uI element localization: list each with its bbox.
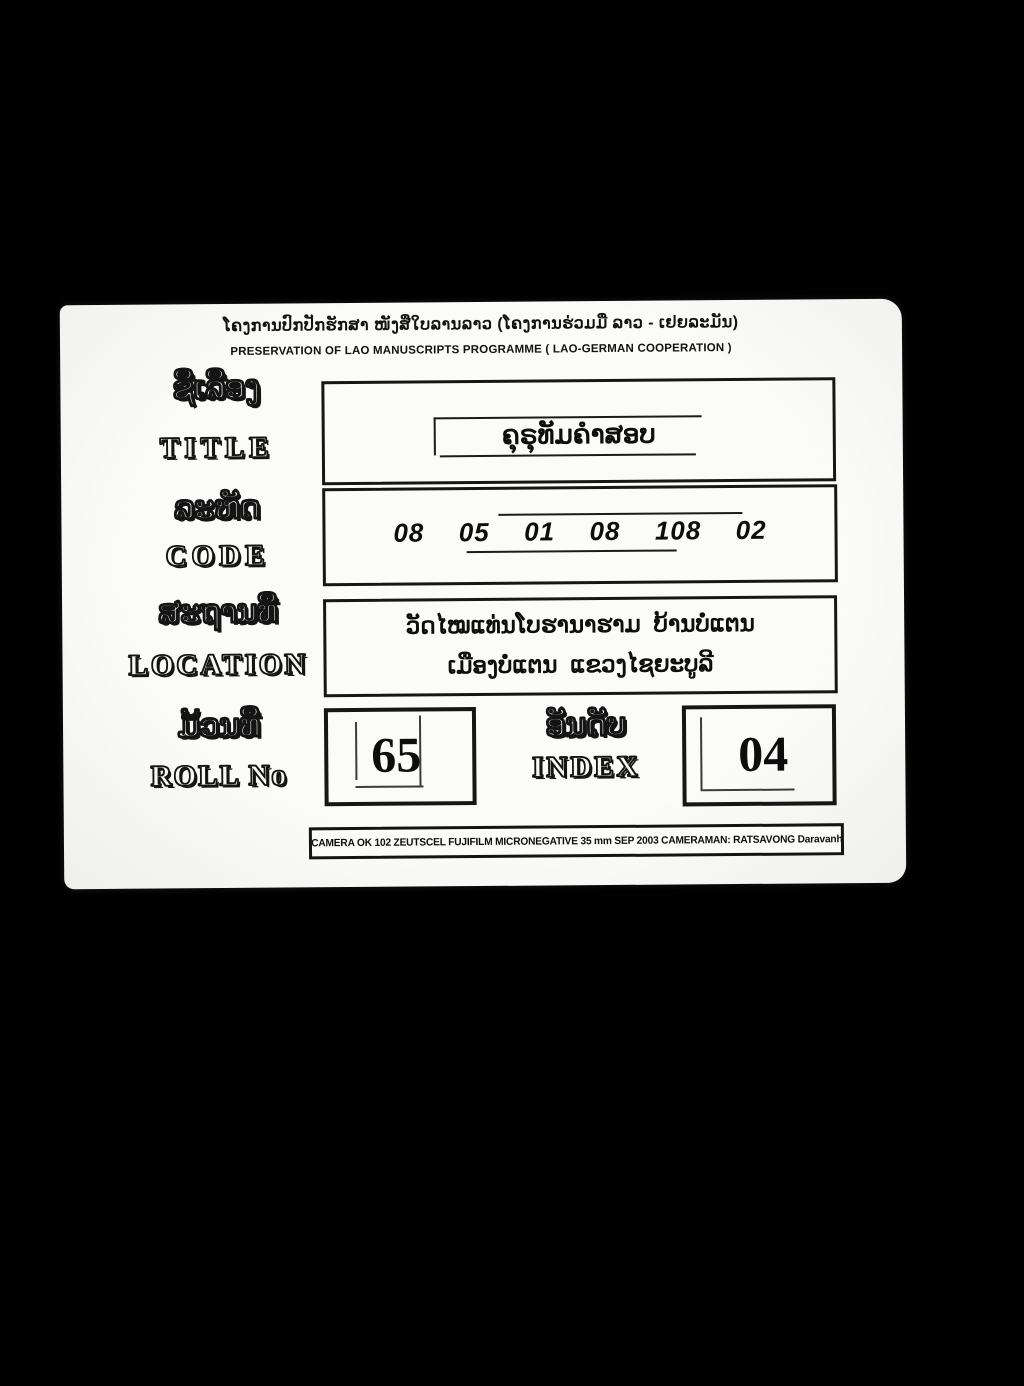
index-number-value: 04	[738, 725, 789, 782]
code-value: 08 05 01 08 108 02	[393, 514, 767, 548]
location-value-line1: ວັດໄໝແທ່ນໂບຮານາຮາມ ບ້ານບໍ່ແຕນ	[405, 609, 755, 639]
roll-label-en: ROLL No	[150, 759, 289, 793]
roll-number-box	[324, 707, 477, 806]
microfilm-target-card	[60, 299, 907, 890]
code-underline	[467, 549, 677, 553]
roll-number-value: 65	[371, 726, 422, 783]
location-field-box	[323, 595, 838, 697]
roll-label-lao: ມ້ວນທີ່	[177, 707, 261, 744]
location-value-line2: ເມືອງບໍ່ແຕນ ແຂວງໄຊຍະບູລີ	[447, 650, 714, 679]
camera-info-bar	[309, 823, 844, 859]
title-underline	[440, 453, 696, 457]
location-label-lao: ສະຖານທີ່	[158, 593, 278, 630]
roll-pencil-bottom-line	[356, 785, 424, 788]
code-field-box	[322, 484, 838, 586]
title-value: ຄຸຣຸທັມຄຳສອບ	[501, 418, 656, 450]
index-pencil-bottom-line	[703, 789, 795, 792]
title-field-box	[321, 377, 836, 485]
location-label-en: LOCATION	[128, 648, 309, 682]
index-label-en: INDEX	[532, 750, 641, 784]
programme-header-english: PRESERVATION OF LAO MANUSCRIPTS PROGRAMME ( LAO-GERMAN COOPERATION )	[230, 342, 732, 358]
code-label-lao: ລະຫັດ	[174, 489, 261, 526]
camera-info-text: CAMERA OK 102 ZEUTSCEL FUJIFILM MICRONEGATIVE 35 mm SEP 2003 CAMERAMAN: RATSAVONG Daravanh	[310, 833, 843, 850]
programme-header-lao: ໂຄງການປົກປັກຮັກສາ ໜັງສືໃບລານລາວ (ໂຄງການຮ່ວມມື ລາວ - ເຢຍລະມັນ)	[223, 313, 739, 336]
index-number-box	[682, 704, 837, 806]
title-label-lao: ຊື່ເລື່ອງ	[172, 369, 261, 406]
index-label-lao: ອັນດັບ	[545, 706, 627, 743]
code-label-en: CODE	[165, 539, 270, 573]
title-label-en: TITLE	[159, 431, 274, 465]
